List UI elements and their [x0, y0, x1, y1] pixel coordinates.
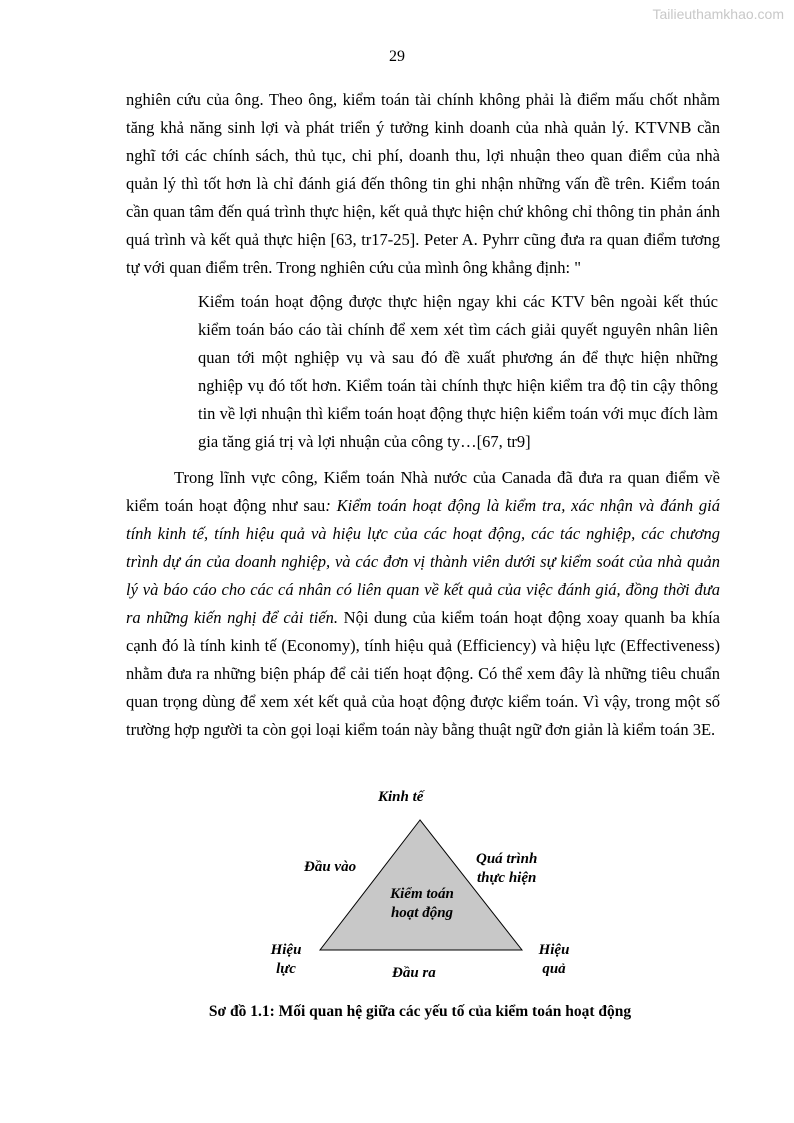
label-dau-ra: Đầu ra [392, 965, 436, 981]
label-kiem-toan-hoat-dong [376, 885, 468, 923]
label-kinh-te: Kinh tế [378, 789, 424, 805]
3e-diagram [240, 780, 580, 990]
label-center-line2: hoạt động [390, 905, 454, 921]
label-dau-vao: Đầu vào [304, 859, 357, 875]
paragraph-2 [126, 464, 720, 744]
page-number: 29 [389, 48, 405, 65]
label-qua-trinh-thuc-hien [476, 850, 537, 888]
paragraph-2-rest: Nội dung của kiểm toán hoạt động xoay quanh ba khía cạnh đó là tính kinh tế (Economy), tính hiệu quả (Efficiency) và hiệu lực (Effectiveness) nhằm đưa ra những biện pháp để cải tiến hoạt động. Có thể xem đây là những tiêu chuẩn quan trọng dùng để xem xét kết quả của hoạt động được kiểm toán. Vì vậy, trong một số trường hợp người ta còn gọi loại kiểm toán này bằng thuật ngữ đơn giản là kiểm toán 3E. [126, 608, 720, 739]
label-hieu-luc-line2: lực [276, 961, 296, 977]
watermark: Tailieuthamkhao.com [652, 6, 784, 22]
label-center-line1: Kiểm toán [390, 886, 454, 902]
paragraph-1: nghiên cứu của ông. Theo ông, kiểm toán tài chính không phải là điểm mấu chốt nhằm tăng khả năng sinh lợi và phát triển ý tưởng kinh doanh của nhà quản lý. KTVNB cần nghĩ tới các chính sách, thủ tục, chi phí, doanh thu, lợi nhuận theo quan điểm của nhà quản lý thì tốt hơn là chỉ đánh giá đến thông tin ghi nhận những vấn đề trên. Kiểm toán cần quan tâm đến quá trình thực hiện, kết quả thực hiện chứ không chỉ thông tin phản ánh quá trình và kết quả thực hiện [63, tr17-25]. Peter A. Pyhrr cũng đưa ra quan điểm tương tự với quan điểm trên. Trong nghiên cứu của mình ông khẳng định: " [126, 90, 720, 277]
label-hieu-qua-line2: quả [542, 961, 566, 977]
label-qua-trinh-line1: Quá trình [476, 851, 538, 867]
paragraph-2-intro: Trong lĩnh vực công, Kiểm toán Nhà nước của Canada đã đưa ra quan điểm về kiểm toán hoạt động như sau [126, 468, 720, 515]
diagram-caption: Sơ đồ 1.1: Mối quan hệ giữa các yếu tố của kiểm toán hoạt động [208, 1003, 632, 1020]
paragraph-2-definition: : Kiểm toán hoạt động là kiểm tra, xác nhận và đánh giá tính kinh tế, tính hiệu quả và hiệu lực của các hoạt động, các tác nghiệp, các chương trình dự án của doanh nghiệp, và các đơn vị thành viên dưới sự kiểm soát của nhà quản lý và báo cáo cho các cá nhân có liên quan về kết quả của việc đánh giá, đồng thời đưa ra những kiến nghị để cải tiến. [126, 496, 720, 627]
label-qua-trinh-line2: thực hiện [476, 870, 537, 886]
label-hieu-qua-line1: Hiệu [538, 942, 570, 958]
label-hieu-luc-line1: Hiệu [270, 942, 302, 958]
label-hieu-qua [530, 941, 578, 979]
label-hieu-luc [262, 941, 310, 979]
block-quote: Kiểm toán hoạt động được thực hiện ngay khi các KTV bên ngoài kết thúc kiểm toán báo cáo tài chính để xem xét tìm cách giải quyết nguyên nhân liên quan tới một nghiệp vụ và sau đó đề xuất phương án để thực hiện những nghiệp vụ đó tốt hơn. Kiểm toán tài chính thực hiện kiểm tra độ tin cậy thông tin về lợi nhuận thì kiểm toán hoạt động thực hiện kiểm toán với mục đích làm gia tăng giá trị và lợi nhuận của công ty…[67, tr9] [198, 292, 718, 451]
